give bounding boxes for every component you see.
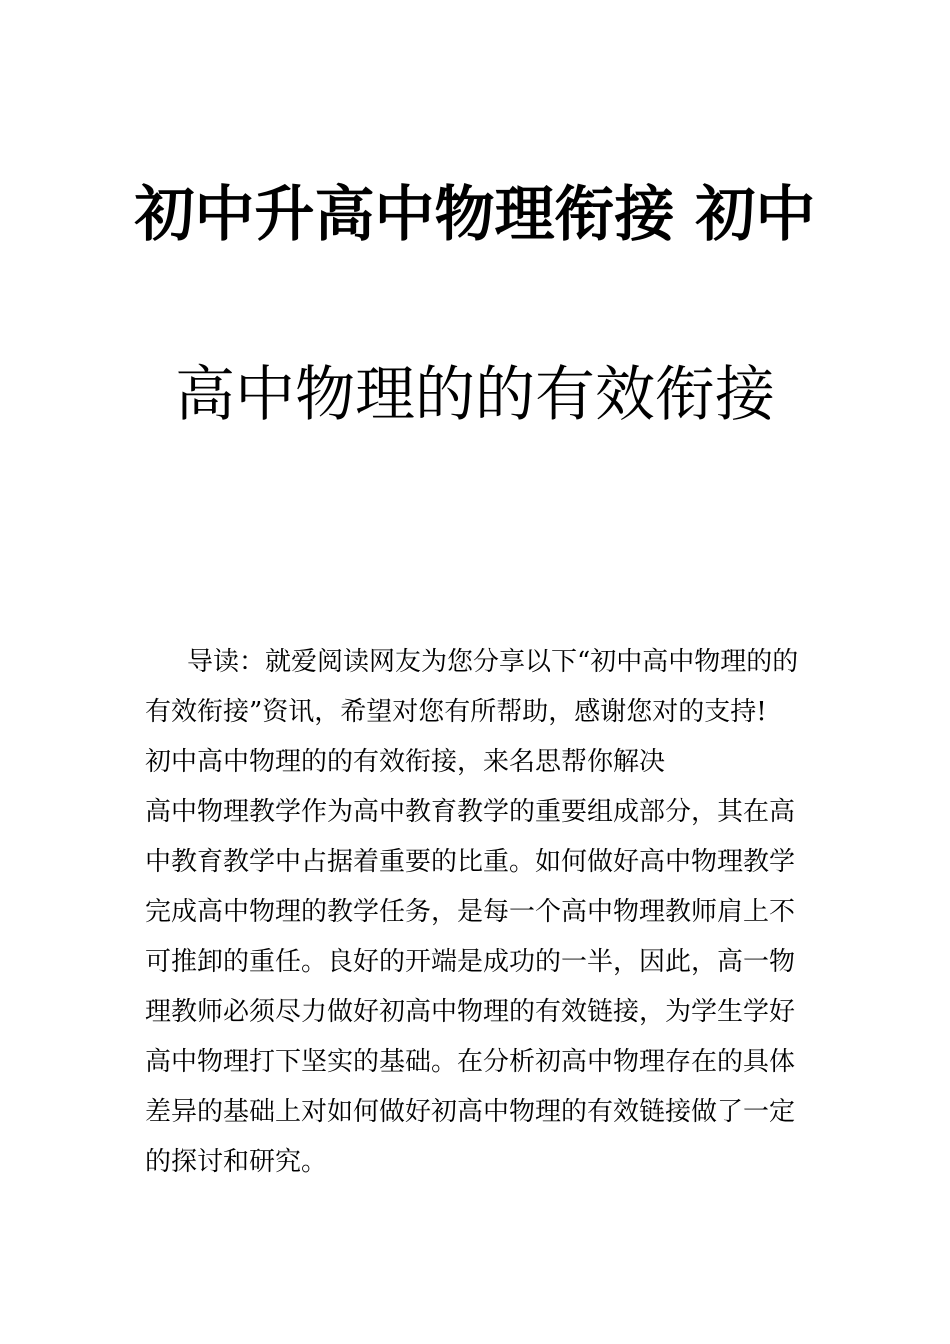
main-paragraph (145, 787, 810, 1187)
lead-paragraph (145, 637, 810, 737)
paragraph-line: 可推卸的重任。良好的开端是成功的一半，因此，高一物 (145, 947, 796, 977)
document-title-line-2: 高中物理的的有效衔接 (175, 360, 775, 430)
lead-line: 有效衔接”资讯，希望对您有所帮助，感谢您对的支持! (145, 697, 767, 727)
paragraph-line: 差异的基础上对如何做好初高中物理的有效链接做了一定 (145, 1097, 796, 1127)
paragraph-line: 的探讨和研究。 (145, 1147, 328, 1177)
paragraph-line: 中教育教学中占据着重要的比重。如何做好高中物理教学 (145, 847, 796, 877)
paragraph-line: 高中物理打下坚实的基础。在分析初高中物理存在的具体 (145, 1047, 796, 1077)
paragraph-line: 完成高中物理的教学任务，是每一个高中物理教师肩上不 (145, 897, 796, 927)
paragraph-line: 理教师必须尽力做好初高中物理的有效链接，为学生学好 (145, 997, 796, 1027)
document-title-line-1: 初中升高中物理衔接 初中 (134, 180, 816, 250)
sub-heading: 初中高中物理的的有效衔接，来名思帮你解决 (145, 747, 666, 777)
paragraph-line: 高中物理教学作为高中教育教学的重要组成部分，其在高 (145, 797, 796, 827)
lead-line: 导读：就爱阅读网友为您分享以下“初中高中物理的的 (187, 647, 799, 677)
